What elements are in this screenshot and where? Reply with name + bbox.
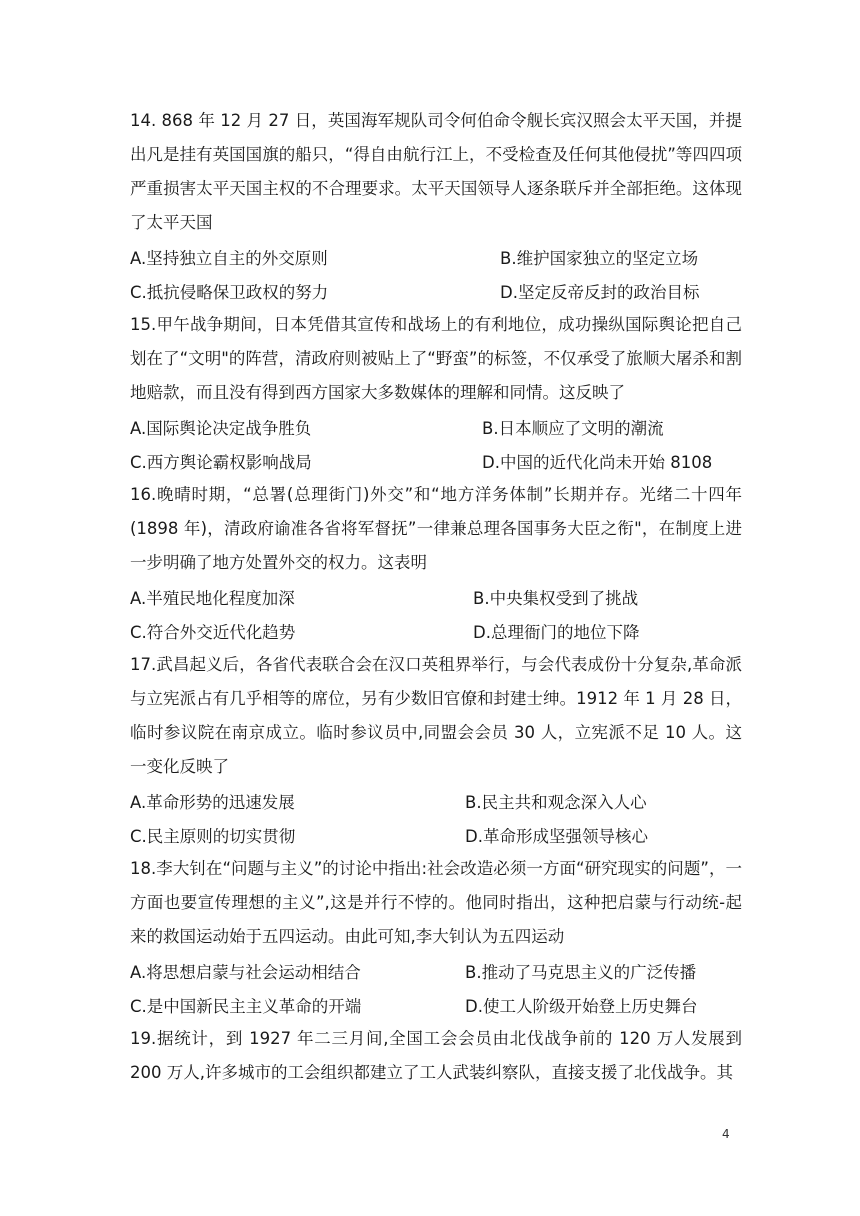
question-list [130,104,742,1090]
question-18-options-row-2 [130,988,742,1022]
question-16-option-d: D.总理衙门的地位下降 [473,623,640,642]
question-15-option-a: A.国际舆论决定战争胜负 [130,419,312,438]
question-15-stem: 15.甲午战争期间，日本凭借其宣传和战场上的有利地位，成功操纵国际舆论把自己划在了“文明"的阵营，清政府则被贴上了“野蛮”的标签，不仅承受了旅顺大屠杀和割地赔款，而且没有得到西方国家大多数媒体的理解和同情。这反映了 [130,315,742,402]
question-14-options-row-2 [130,274,742,308]
question-18-options-row-1 [130,954,742,988]
question-14-options-row-1 [130,240,742,274]
question-18-option-d: D.使工人阶级开始登上历史舞台 [465,997,698,1016]
question-17-option-d: D.革命形成坚强领导核心 [465,827,648,846]
question-18-stem: 18.李大钊在“问题与主义”的讨论中指出:社会改造必须一方面“研究现实的问题”，一方面也要宣传理想的主义”,这是并行不悖的。他同时指出，这种把启蒙与行动统-起来的救国运动始于五四运动。由此可知,李大钊认为五四运动 [130,859,742,946]
question-14-stem: 14. 868 年 12 月 27 日，英国海军规队司令何伯命令舰长宾汉照会太平天国，并提出凡是挂有英国国旗的船只，“得自由航行江上，不受检查及任何其他侵扰”等四四项严重损害太平天国主权的不合理要求。太平天国领导人逐条联斥并全部拒绝。这体现了太平天国 [130,111,742,232]
question-17-option-b: B.民主共和观念深入人心 [465,793,647,812]
question-16-option-b: B.中央集权受到了挑战 [473,589,639,608]
question-19-stem: 19.据统计，到 1927 年二三月间,全国工会会员由北伐战争前的 120 万人发展到 200 万人,许多城市的工会组织都建立了工人武装纠察队，直接支援了北伐战争。其 [130,1029,742,1082]
question-15-options-row-1 [130,410,742,444]
question-14-option-a: A.坚持独立自主的外交原则 [130,249,328,268]
question-15-option-b: B.日本顺应了文明的潮流 [482,419,664,438]
question-17-options-row-1 [130,784,742,818]
question-14-option-b: B.维护国家独立的坚定立场 [500,249,699,268]
question-14-option-c: C.抵抗侵略保卫政权的努力 [130,283,329,302]
question-16-options-row-2 [130,614,742,648]
question-15-options-row-2 [130,444,742,478]
question-18-option-a: A.将思想启蒙与社会运动相结合 [130,963,361,982]
question-16-options-row-1 [130,580,742,614]
question-17-option-a: A.革命形势的迅速发展 [130,793,295,812]
page-number: 4 [722,1127,730,1141]
question-15-option-d: D.中国的近代化尚未开始 8108 [482,453,713,472]
question-16-option-c: C.符合外交近代化趋势 [130,623,296,642]
question-14-option-d: D.坚定反帝反封的政治目标 [500,283,700,302]
question-16-option-a: A.半殖民地化程度加深 [130,589,295,608]
question-17-option-c: C.民主原则的切实贯彻 [130,827,296,846]
question-17-options-row-2 [130,818,742,852]
question-18-option-b: B.推动了马克思主义的广泛传播 [465,963,697,982]
question-17-stem: 17.武昌起义后，各省代表联合会在汉口英租界举行，与会代表成份十分复杂,革命派与立宪派占有几乎相等的席位，另有少数旧官僚和封建士绅。1912 年 1 月 28 日，临时参议院在南京成立。临时参议员中,同盟会会员 30 人，立宪派不足 10 人。这一变化反映了 [130,655,742,776]
question-15-option-c: C.西方舆论霸权影响战局 [130,453,312,472]
question-16-stem: 16.晚晴时期，“总署(总理街门)外交”和“地方洋务体制”长期并存。光绪二十四年(1898 年)，清政府谕准各省将军督抚”一律兼总理各国事务大臣之衔"，在制度上进一步明确了地方处置外交的权力。这表明 [130,485,742,572]
question-18-option-c: C.是中国新民主主义革命的开端 [130,997,362,1016]
